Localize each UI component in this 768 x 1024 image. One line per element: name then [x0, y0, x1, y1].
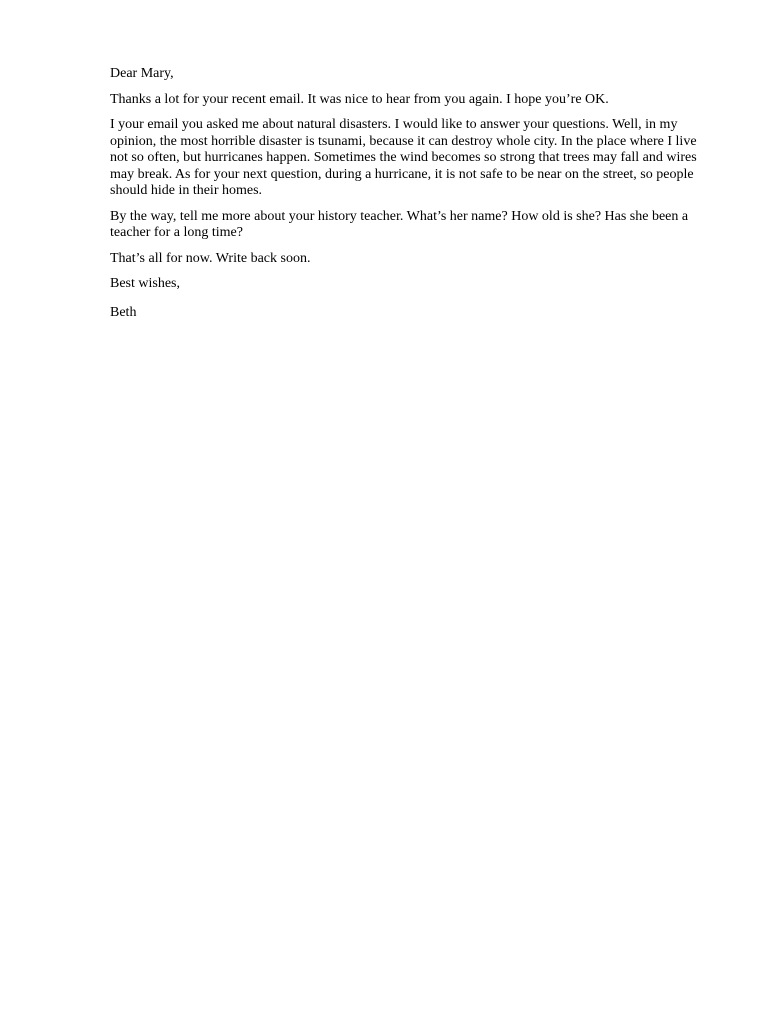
letter-paragraph: That’s all for now. Write back soon. — [110, 250, 311, 266]
letter-closing: Best wishes, — [110, 276, 180, 291]
letter-greeting: Dear Mary, — [110, 66, 174, 81]
letter-paragraph: I your email you asked me about natural disasters. I would like to answer your questions. Well, in my opinion, the most horrible disaster is tsunami, because it can destroy whole city. In the place where I live not so often, but hurricanes happen. Sometimes the wind becomes so strong that trees may fall and wires may break. As for your next question, during a hurricane, it is not safe to be near on the street, so people should hide in their homes. — [110, 117, 697, 198]
letter-body — [110, 66, 710, 330]
letter-paragraph: By the way, tell me more about your history teacher. What’s her name? How old is she? Has she been a teacher for a long time? — [110, 208, 689, 240]
letter-paragraph: Thanks a lot for your recent email. It was nice to hear from you again. I hope you’re OK. — [110, 91, 609, 107]
letter-signature: Beth — [110, 304, 137, 320]
